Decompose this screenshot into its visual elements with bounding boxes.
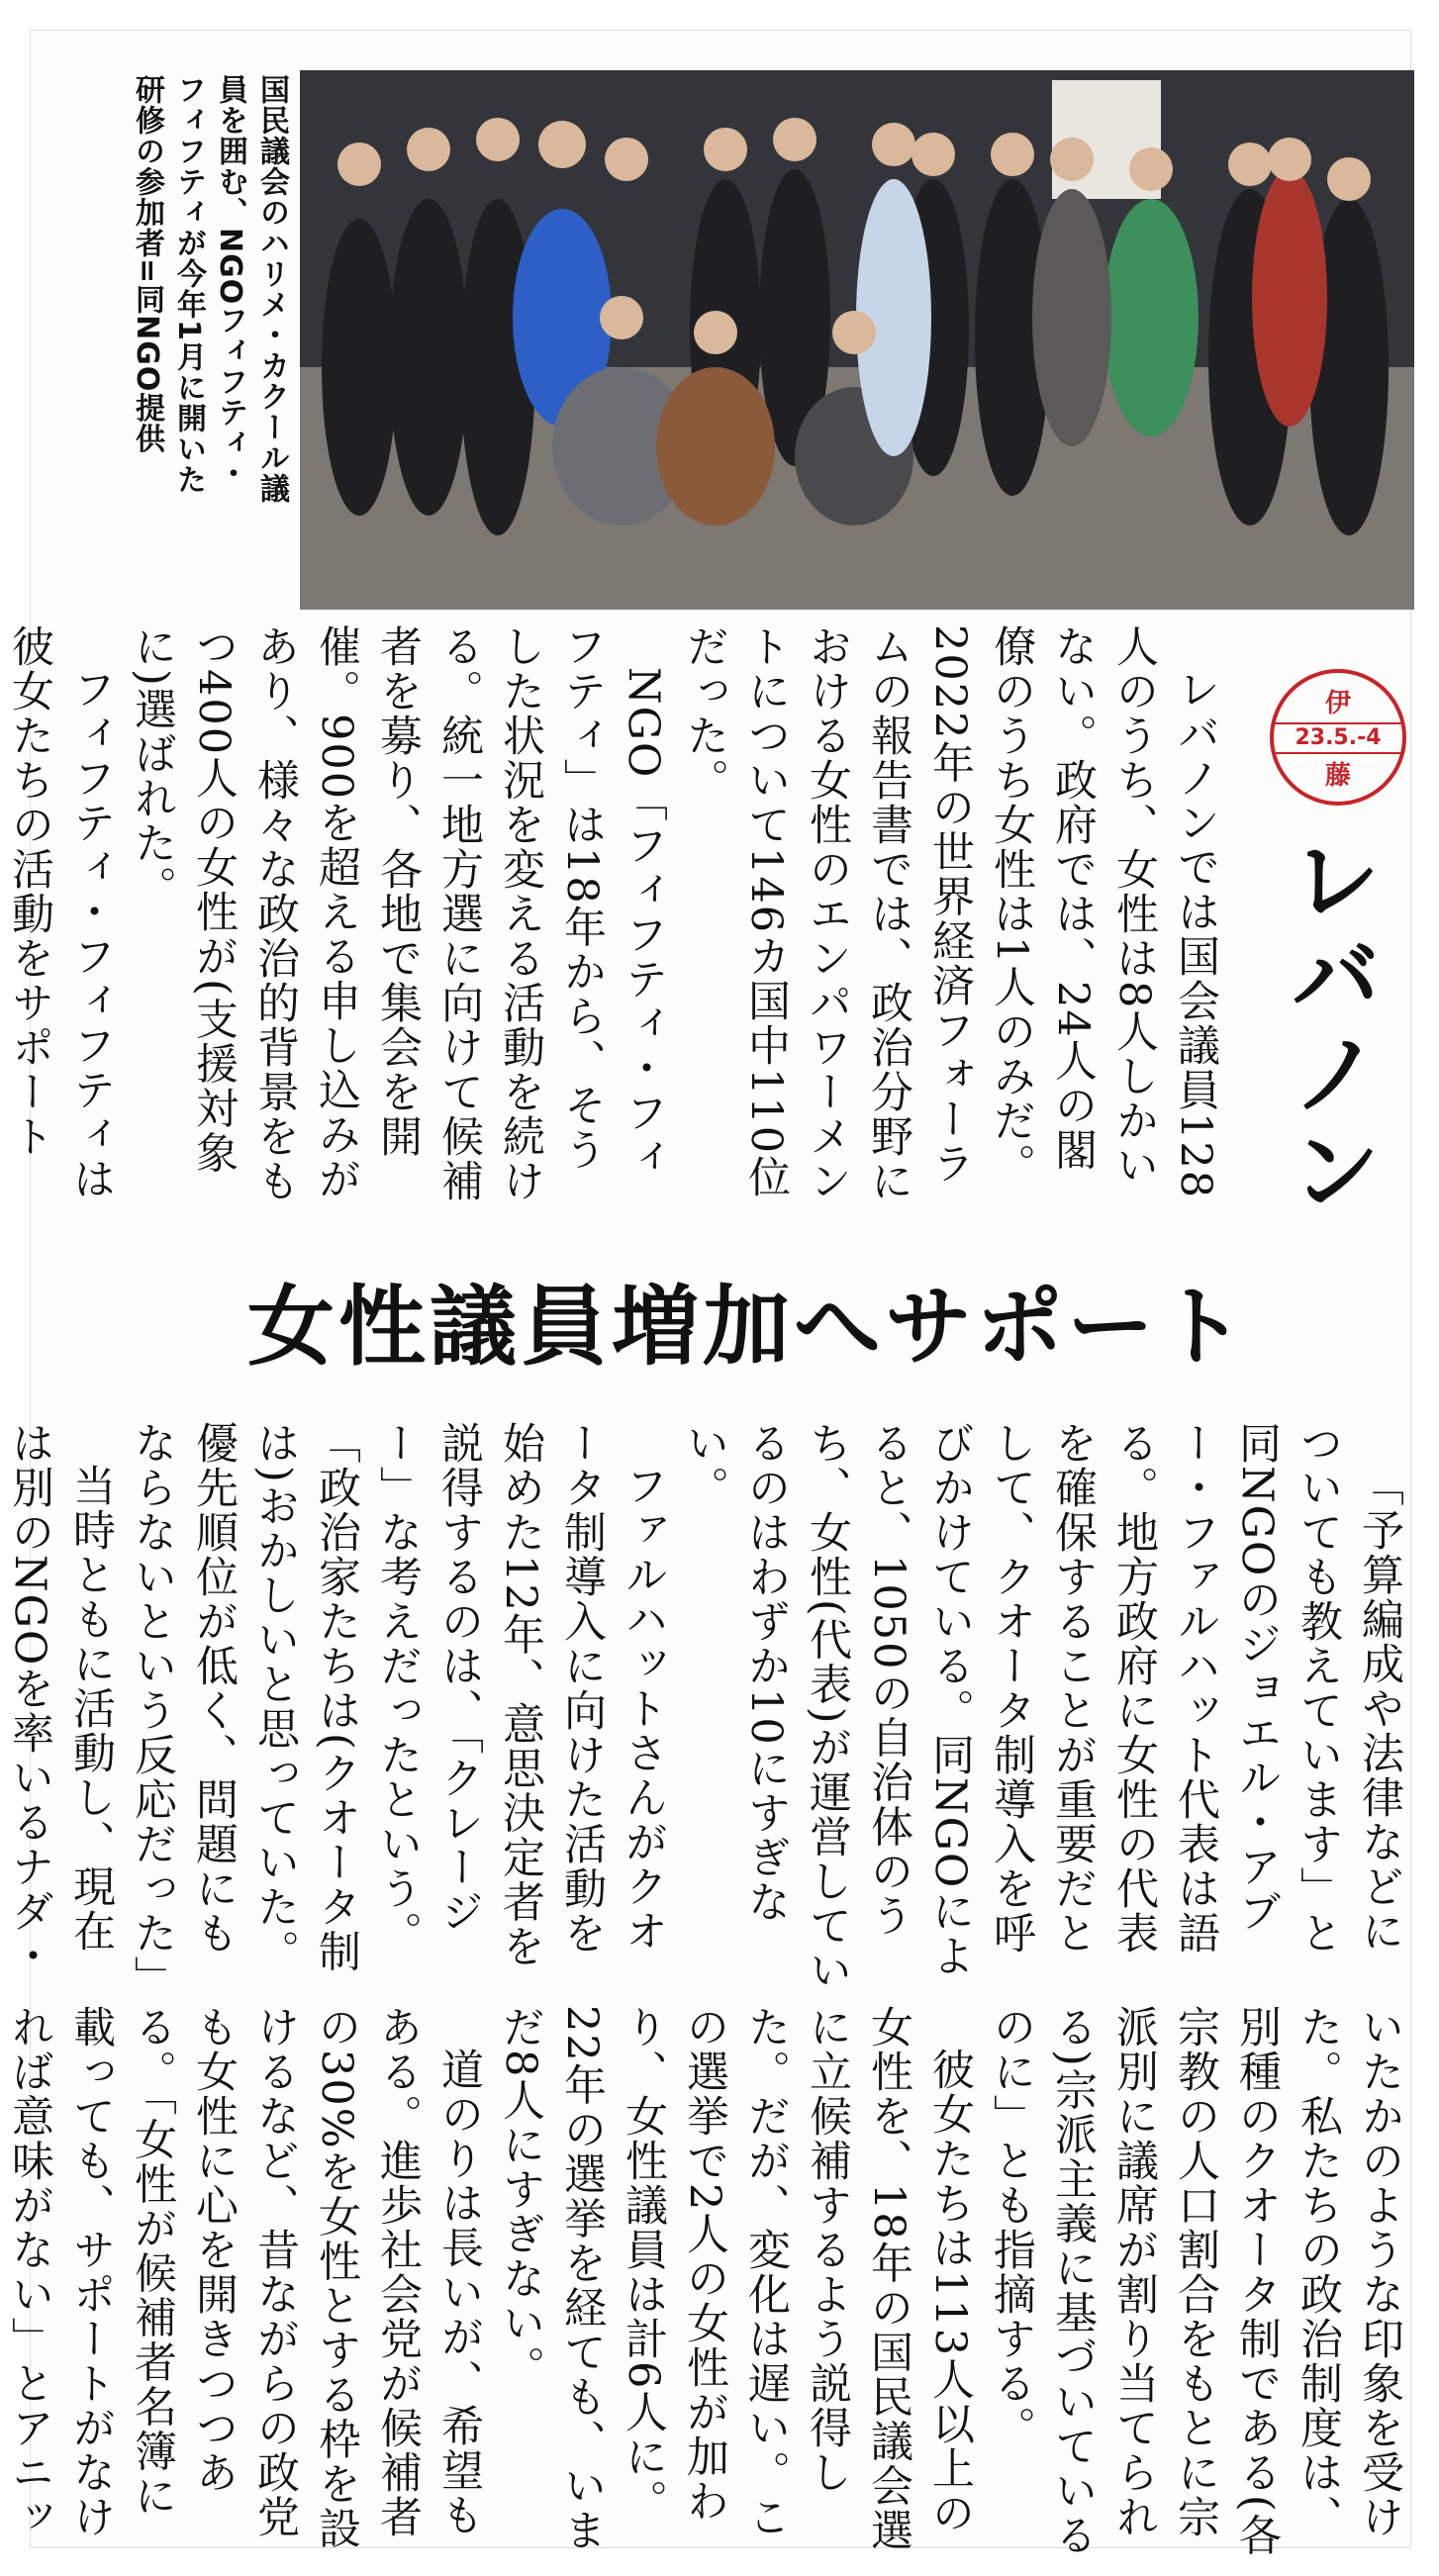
paragraph: いたかのような印象を受けた。私たちの政治制度は、別種のクオータ制である(各宗教の人口割合をもとに宗派別に議席が割り当てられる)宗派主義に基づいているのに」とも指摘する。 [987, 2005, 1404, 2558]
article-column-3 [5, 2005, 1410, 2559]
paragraph: 彼女たちは113人以上の女性を、18年の国民議会選に立候補するよう説得した。だが、変化は遅い。この選挙で2人の女性が加わり、女性議員は計6人に。22年の選挙を経ても、いまだ8人にすぎない。 [496, 2005, 975, 2553]
article-column-2 [5, 1421, 1410, 2000]
paragraph: 当時ともに活動し、現在は別のNGOを率いるナダ・ [5, 1421, 116, 1979]
caption-line: 員を囲む、NGOフィフティ・ [213, 74, 247, 490]
paragraph: フィフティ・フィフティは彼女たちの活動をサポート [5, 624, 116, 1201]
stamp-bottom: 藤 [1324, 761, 1351, 791]
article-column-1 [5, 624, 1226, 1213]
paragraph: ファルハットさんがクオータ制導入に向けた活動を始めた12年、意思決定者を説得するのは、「クレージー」な考えだったという。「政治家たちは(クオータ制は)おかしいと思っていた。優先順位が低く、問題にもならないという反応だった」 [128, 1421, 668, 2000]
newspaper-clipping [5, 30, 1411, 2558]
paragraph: 道のりは長いが、希望もある。進歩社会党が候補者の30%を女性とする枠を設けるなど、昔ながらの政党も女性に心を開きつつある。「女性が候補者名簿に載っても、サポートがなければ意味がない」とアニッ [5, 2005, 484, 2551]
caption-line: 国民議会のハリメ・カクール議 [254, 74, 289, 504]
paragraph: レバノンでは国会議員128人のうち、女性は8人しかいない。政府では、24人の閣僚のうち女性は1人のみだ。2022年の世界経済フォーラムの報告書では、政治分野における女性のエンパワーメントについて146カ国中110位だった。 [680, 624, 1220, 1203]
group-photo [300, 70, 1414, 610]
headline: 女性議員増加へサポート [246, 1275, 1249, 1378]
paragraph: NGO「フィフティ・フィフティ」は18年から、そうした状況を変える活動を続ける。統一地方選に向けて候補者を募り、各地で集会を開催。900を超える申し込みがあり、様々な政治的背景をもつ400人の女性が(支援対象に)選ばれた。 [128, 624, 668, 1203]
caption-line: 研修の参加者=同NGO提供 [130, 74, 164, 454]
caption-line: フィフティが今年1月に開いた [171, 74, 206, 495]
photo-caption [78, 74, 292, 609]
paragraph: 「予算編成や法律などについても教えています」と同NGOのジョエル・アブー・ファルハット代表は語る。地方政府に女性の代表を確保することが重要だとして、クオータ制導入を呼びかけている。同NGOによると、1050の自治体のうち、女性(代表)が運営しているのはわずか10にすぎない。 [680, 1421, 1404, 1993]
stamp-date: 23.5.-4 [1274, 722, 1402, 754]
country-title: レバノン [1276, 832, 1382, 1220]
date-stamp [1270, 669, 1406, 806]
group-photo-illustration [300, 70, 1414, 610]
stamp-top: 伊 [1324, 689, 1351, 718]
